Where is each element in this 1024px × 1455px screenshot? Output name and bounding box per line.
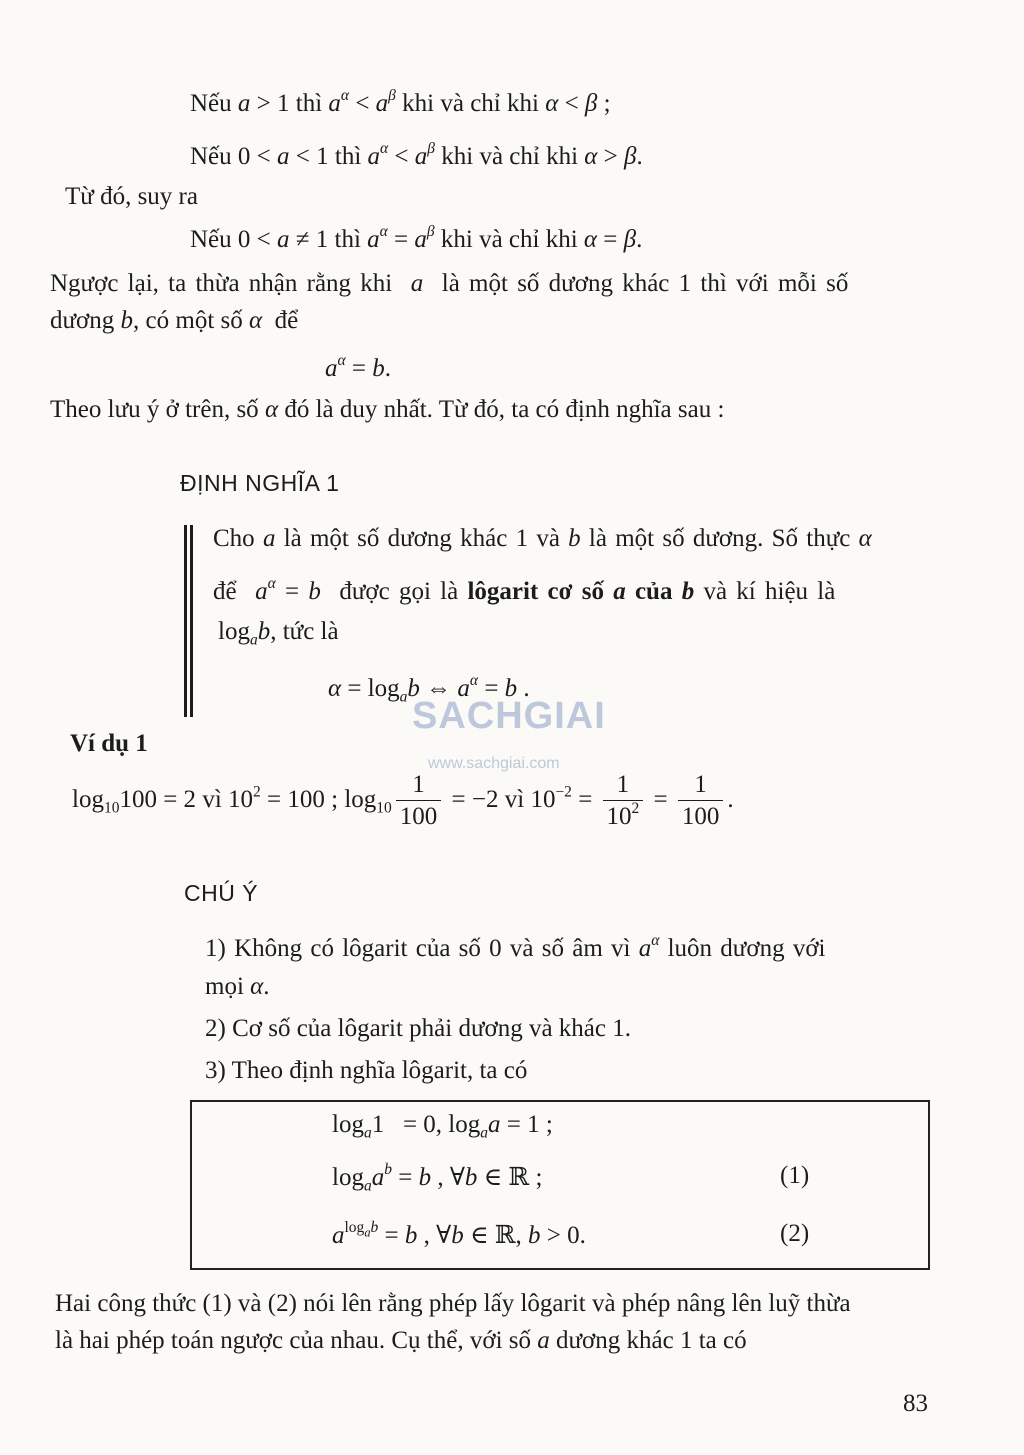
fraction-1-over-100: $\frac{1}{100}$ [396,770,442,833]
text: Ngược lại, ta thừa nhận rằng khi [50,270,393,297]
suy-ra-text: Từ đó, suy ra [65,183,198,210]
punct: ; [535,1164,543,1191]
text: và kí hiệu là [703,578,836,605]
note-3: 3) Theo định nghĩa lôgarit, ta có [205,1057,528,1084]
fraction-1-over-100: $\frac{1}{100}$ [678,770,724,833]
text: luôn dương với [667,935,826,962]
formula-label-1: (1) [780,1162,810,1189]
text: là một số dương khác 1 và [283,525,560,552]
paragraph-theo-luu-y: Theo lưu ý ở trên, số α đó là duy nhất. Từ đó, ta có định nghĩa sau : [50,396,725,423]
punct: ; [603,90,611,117]
definition-bar-left [184,525,187,717]
text-iff: khi và chỉ khi [440,226,578,253]
text: Theo lưu ý ở trên, số [50,396,259,423]
text: là một số dương. Số thực [588,525,851,552]
text: là một số dương khác 1 thì với mỗi số [441,270,849,297]
notes-heading: CHÚ Ý [184,880,259,906]
text: dương [50,307,115,334]
text-thi: thì [334,226,361,253]
text: 1) Không có lôgarit của số 0 và số âm vì [205,935,631,962]
watermark-logo: SACHGIAI [412,695,606,737]
punct: ; [331,786,339,814]
definition-heading: ĐỊNH NGHĨA 1 [180,470,340,496]
definition-line-1: Cho a là một số dương khác 1 và b là một số dương. Số thực α [213,525,872,552]
text: đó là duy nhất. Từ đó, ta có định nghĩa sau : [284,396,725,423]
text: để [274,307,299,334]
text: mọi [205,973,244,1000]
formula-row-2: $\log_aa^b = b$ , ∀b ∈ ℝ ; [332,1161,543,1195]
bold-term: của [634,578,673,605]
punct: . [263,973,270,1000]
text-neu: Nếu [190,143,232,170]
text: , có một số [133,307,243,334]
text: Cho [213,525,255,552]
example-equation: $\log_{10}100 = 2$ vì $10^2 = 100$ ; $\log_{10}$ $\frac{1}{100}$ = −2 vì $10^{-2}$ = $\frac{1}{10^2}$ = $\frac{1}{100}$ . [72,770,734,833]
intro-line-1: Nếu a > 1 thì $a^\alpha < a^\beta$ khi và chỉ khi α < β ; [190,87,611,117]
text: , tức là [270,618,339,645]
note-1-line-2: mọi α. [205,973,270,1000]
text: dương khác 1 ta có [556,1327,747,1354]
text-vi: vì [504,786,525,814]
paragraph-nguoc-lai-line-2: dương b, có một số α để [50,307,299,334]
text: để [213,578,237,605]
formula-row-1: $\log_a1 = 0$, $\log_aa = 1$ ; [332,1111,553,1142]
equation-a-alpha-b: $a^\alpha = b$. [325,352,391,382]
text-thi: thì [295,90,323,117]
text-vi: vì [202,786,222,814]
definition-line-2: để $a^\alpha = b$ được gọi là lôgarit cơ số a của b và kí hiệu là [213,575,836,605]
note-1-line-1: 1) Không có lôgarit của số 0 và số âm vì $a^\alpha$ luôn dương với [205,932,826,962]
text-neu: Nếu [190,226,232,253]
text-neu: Nếu [190,90,232,117]
formula-row-3: $a^{log_ab} = b$ , ∀b ∈ ℝ, b > 0. [332,1219,586,1249]
bold-term: lôgarit cơ số [467,578,604,605]
punct: . [636,143,643,170]
punct: . [636,226,643,253]
definition-bar-right [190,525,193,717]
definition-line-3: $\log_ab$, tức là [218,618,339,649]
punct: . [384,355,391,382]
punct: . [579,1222,586,1249]
text-thi: thì [334,143,362,170]
text: là hai phép toán ngược của nhau. Cụ thể, với số [55,1327,531,1354]
text-iff: khi và chỉ khi [441,143,579,170]
page-number: 83 [903,1390,928,1417]
text-iff: khi và chỉ khi [402,90,539,117]
closing-line-2: là hai phép toán ngược của nhau. Cụ thể, với số a dương khác 1 ta có [55,1327,747,1354]
definition-equation: $\alpha = \log_ab$ ⇔ $a^\alpha = b$ . [328,672,530,706]
intro-line-3: Nếu 0 < a ≠ 1 thì $a^\alpha = a^\beta$ khi và chỉ khi α = β. [190,223,643,253]
fraction-1-over-10-squared: $\frac{1}{10^2}$ [603,770,644,833]
punct: ; [545,1111,553,1138]
formula-label-2: (2) [780,1220,810,1247]
text: được gọi là [339,578,459,605]
intro-line-2: Nếu 0 < a < 1 thì $a^\alpha < a^\beta$ khi và chỉ khi α > β. [190,140,643,170]
paragraph-nguoc-lai-line-1: Ngược lại, ta thừa nhận rằng khi a là một số dương khác 1 thì với mỗi số [50,270,849,297]
example-heading: Ví dụ 1 [70,730,148,757]
closing-line-1: Hai công thức (1) và (2) nói lên rằng phép lấy lôgarit và phép nâng lên luỹ thừa [55,1290,851,1317]
watermark-url: www.sachgiai.com [428,755,560,772]
note-2: 2) Cơ số của lôgarit phải dương và khác 1. [205,1015,632,1042]
